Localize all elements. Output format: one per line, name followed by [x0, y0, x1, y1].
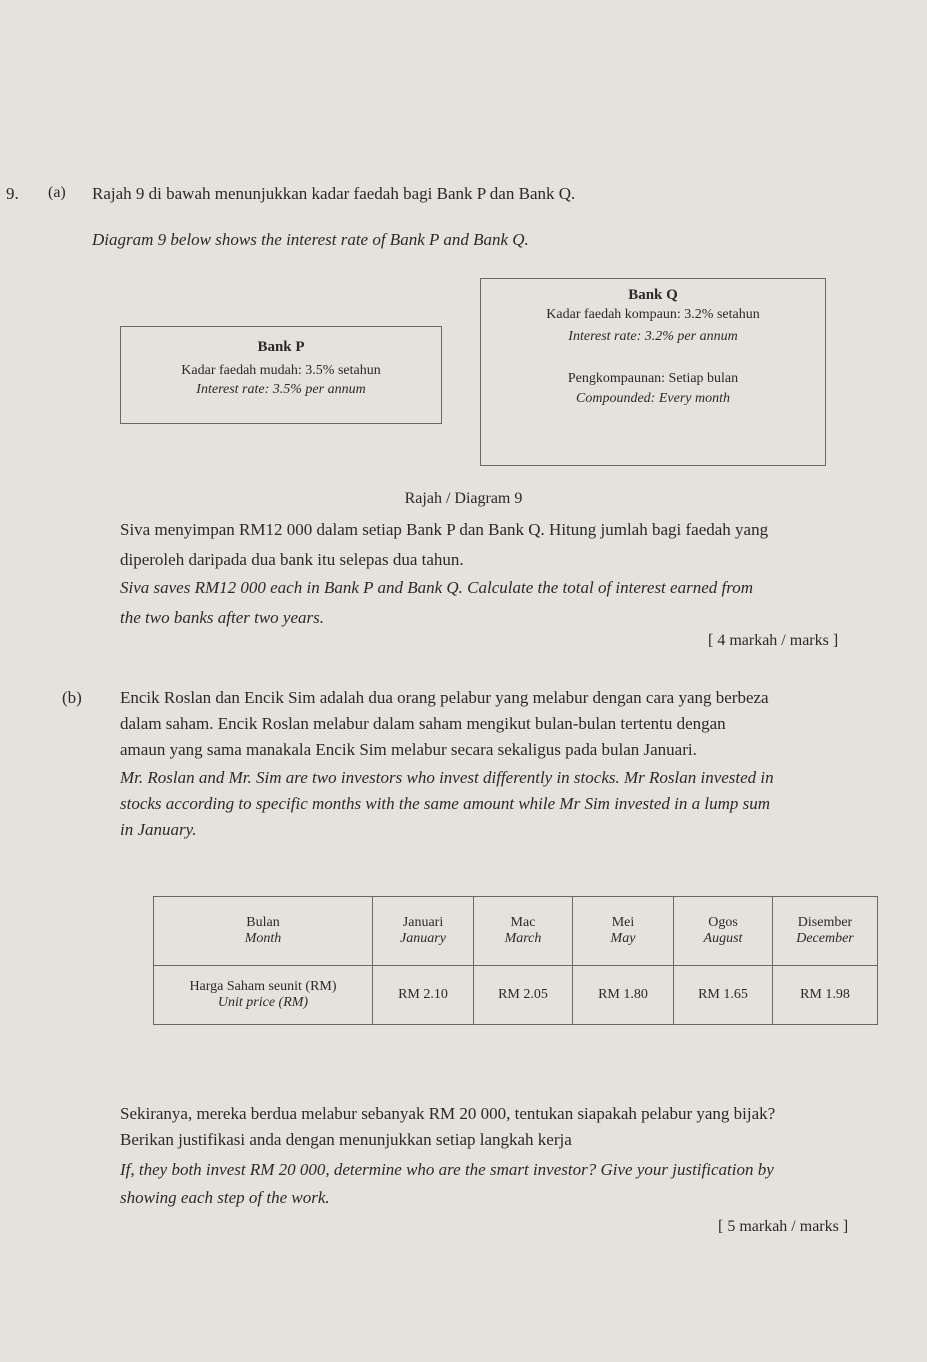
price-cell [773, 966, 878, 1025]
month-header-en: Month [244, 931, 282, 946]
part-b-ms-3: amaun yang sama manakala Encik Sim melabur secara sekaligus pada bulan Januari. [120, 740, 697, 759]
part-a-intro-en: Diagram 9 below shows the interest rate of Bank P and Bank Q. [92, 230, 529, 249]
price-header-cell [154, 966, 373, 1025]
part-b-question-ms-1: Sekiranya, mereka berdua melabur sebanyak RM 20 000, tentukan siapakah pelabur yang bijak? [120, 1104, 776, 1123]
price-value: RM 2.05 [498, 987, 548, 1002]
part-b-label: (b) [62, 688, 82, 707]
part-b-question-en-1: If, they both invest RM 20 000, determine who are the smart investor? Give your justification by [120, 1160, 774, 1179]
month-ms: Ogos [708, 915, 738, 930]
part-b-ms-1: Encik Roslan dan Encik Sim adalah dua orang pelabur yang melabur dengan cara yang berbeza [120, 688, 769, 707]
part-a-text-ms-1: Siva menyimpan RM12 000 dalam setiap Bank P dan Bank Q. Hitung jumlah bagi faedah yang [120, 520, 769, 539]
part-b-en-1: Mr. Roslan and Mr. Sim are two investors who invest differently in stocks. Mr Roslan invested in [120, 768, 774, 787]
price-header-ms: Harga Saham seunit (RM) [189, 979, 337, 994]
stock-price-table [153, 896, 878, 1025]
part-b-en-2: stocks according to specific months with the same amount while Mr Sim invested in a lump sum [120, 794, 771, 813]
month-cell [573, 897, 674, 966]
table-row [154, 897, 878, 966]
month-ms: Disember [797, 915, 853, 930]
diagram-caption: Rajah / Diagram 9 [404, 490, 523, 507]
part-a-text-en-1: Siva saves RM12 000 each in Bank P and Bank Q. Calculate the total of interest earned from [120, 578, 753, 597]
bank-q-comp-ms: Pengkompaunan: Setiap bulan [567, 371, 739, 386]
month-cell [373, 897, 474, 966]
part-a-marks: [ 4 markah / marks ] [708, 632, 839, 649]
month-cell [674, 897, 773, 966]
price-header-en: Unit price (RM) [217, 995, 309, 1010]
price-value: RM 1.65 [698, 987, 748, 1002]
price-value: RM 1.80 [598, 987, 648, 1002]
part-a-intro-ms: Rajah 9 di bawah menunjukkan kadar faedah bagi Bank P dan Bank Q. [92, 184, 576, 203]
part-a-label: (a) [48, 184, 66, 201]
bank-q-comp-en: Compounded: Every month [576, 391, 730, 406]
question-number: 9. [6, 184, 19, 203]
month-ms: Mei [611, 915, 635, 930]
table-row [154, 966, 878, 1025]
part-b-ms-2: dalam saham. Encik Roslan melabur dalam saham mengikut bulan-bulan tertentu dengan [120, 714, 726, 733]
month-header-cell [154, 897, 373, 966]
month-en: August [703, 931, 743, 946]
month-en: January [400, 931, 446, 946]
price-cell [373, 966, 474, 1025]
month-en: March [504, 931, 542, 946]
bank-p-title: Bank P [257, 339, 305, 355]
part-b-marks: [ 5 markah / marks ] [718, 1218, 849, 1235]
price-cell [674, 966, 773, 1025]
month-header-ms: Bulan [246, 915, 280, 930]
month-en: December [796, 931, 854, 946]
price-cell [474, 966, 573, 1025]
bank-q-rate-ms: Kadar faedah kompaun: 3.2% setahun [546, 307, 760, 322]
bank-p-rate-en: Interest rate: 3.5% per annum [196, 382, 366, 397]
month-ms: Januari [402, 915, 444, 930]
part-b-question-en-2: showing each step of the work. [120, 1188, 330, 1207]
part-a-text-en-2: the two banks after two years. [120, 608, 324, 627]
part-a-text-ms-2: diperoleh daripada dua bank itu selepas dua tahun. [120, 550, 464, 569]
bank-p-rate-ms: Kadar faedah mudah: 3.5% setahun [181, 363, 381, 378]
bank-q-box [480, 278, 826, 466]
bank-p-box [120, 326, 442, 424]
month-ms: Mac [510, 915, 536, 930]
month-en: May [610, 931, 636, 946]
month-cell [773, 897, 878, 966]
month-cell [474, 897, 573, 966]
bank-q-title: Bank Q [628, 287, 678, 303]
price-value: RM 1.98 [800, 987, 850, 1002]
price-cell [573, 966, 674, 1025]
bank-q-rate-en: Interest rate: 3.2% per annum [568, 329, 738, 344]
price-value: RM 2.10 [398, 987, 448, 1002]
part-b-question-ms-2: Berikan justifikasi anda dengan menunjukkan setiap langkah kerja [120, 1130, 572, 1149]
part-b-en-3: in January. [120, 820, 197, 839]
